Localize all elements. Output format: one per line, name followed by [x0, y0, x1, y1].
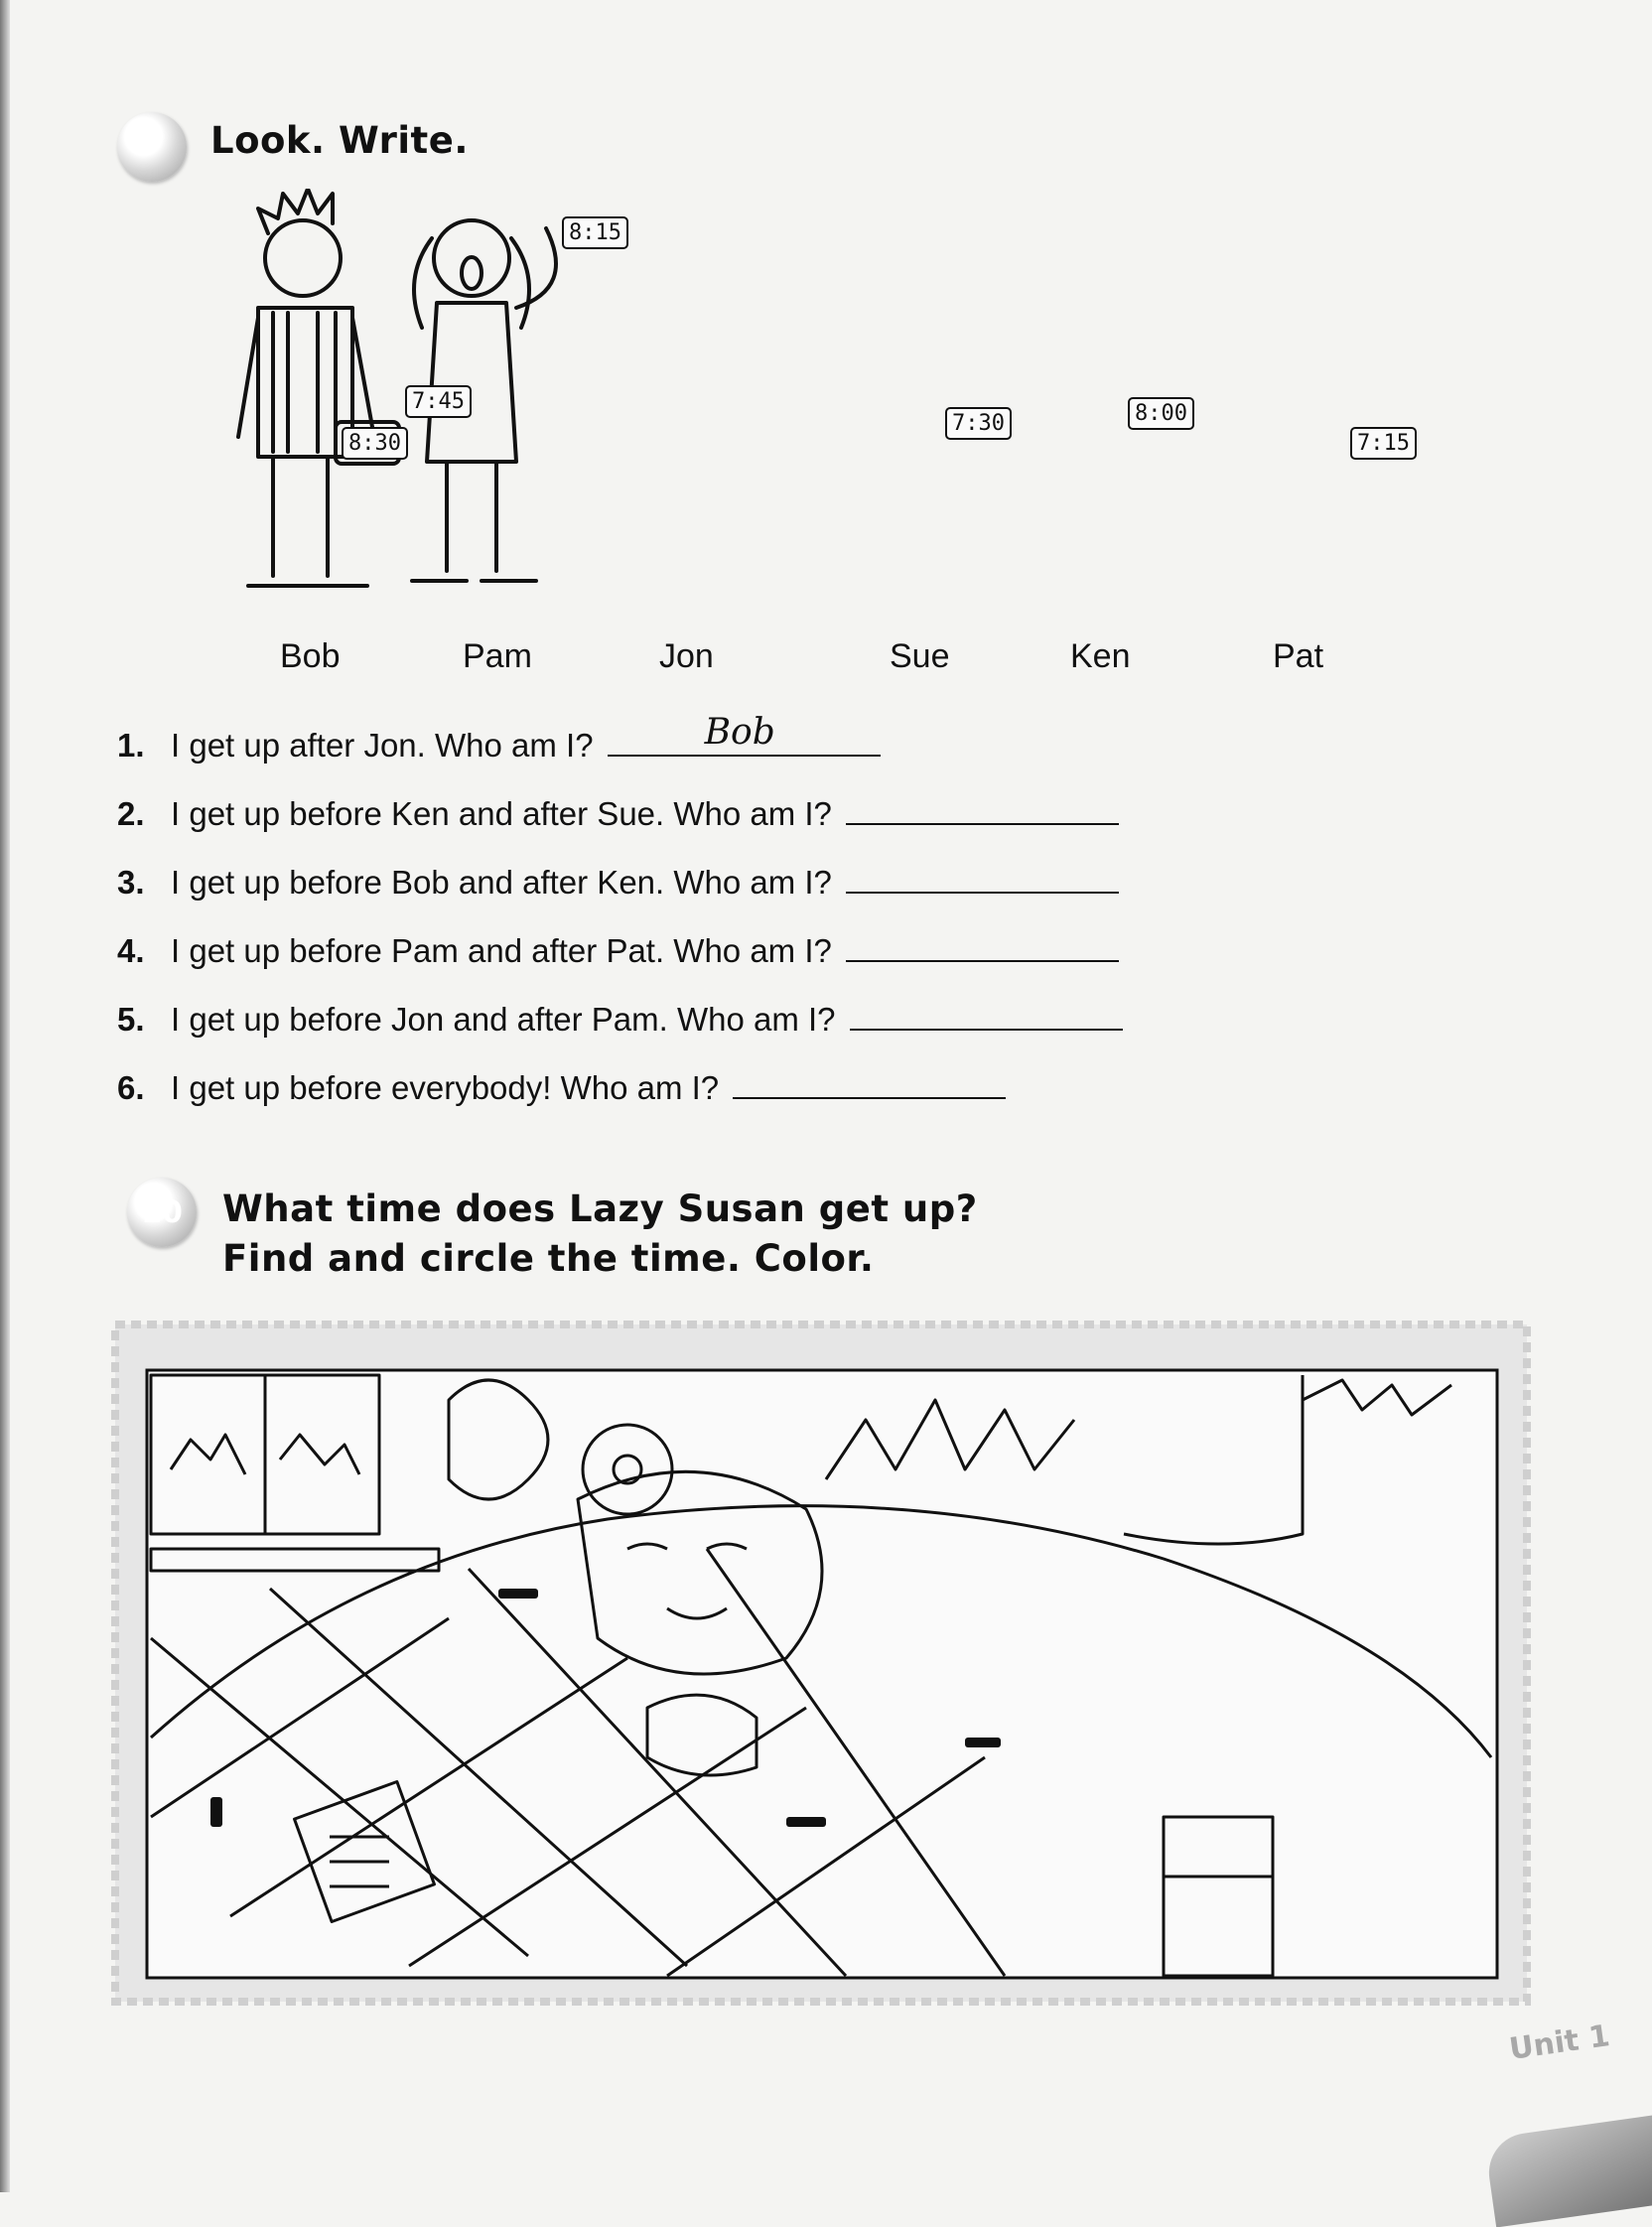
question-text: I get up before Ken and after Sue. Who am I?	[171, 795, 832, 832]
question-item	[117, 860, 1308, 928]
question-text: I get up before Bob and after Ken. Who am I?	[171, 864, 832, 901]
question-text: I get up before everybody! Who am I?	[171, 1069, 720, 1106]
clock-time-bob: 8:30	[342, 427, 408, 460]
clock-time-pam: 7:45	[405, 385, 472, 418]
question-number: 2.	[117, 795, 145, 832]
section-10-instruction-line2: Find and circle the time. Color.	[222, 1237, 875, 1280]
answer-blank[interactable]	[846, 860, 1119, 894]
clock-time-jon: 8:15	[562, 216, 628, 249]
answer-blank[interactable]	[846, 791, 1119, 825]
section-10-number: 10	[141, 1194, 183, 1230]
unit-label: Unit 1	[1507, 2018, 1612, 2067]
character-names-row	[0, 637, 1652, 687]
name-jon: Jon	[659, 637, 714, 675]
section-9-badge	[117, 112, 187, 182]
name-bob: Bob	[280, 637, 341, 675]
question-item	[117, 997, 1308, 1065]
name-pat: Pat	[1273, 637, 1324, 675]
question-number: 3.	[117, 864, 145, 901]
question-text: I get up after Jon. Who am I?	[171, 727, 594, 764]
section-10-badge	[127, 1178, 197, 1247]
name-sue: Sue	[890, 637, 950, 675]
handwritten-answer: Bob	[704, 712, 775, 753]
question-item	[117, 928, 1308, 997]
name-pam: Pam	[463, 637, 532, 675]
page-binding-edge	[0, 0, 10, 2192]
question-text: I get up before Pam and after Pat. Who am I?	[171, 932, 832, 969]
question-number: 6.	[117, 1069, 145, 1106]
section-10-instruction-line1: What time does Lazy Susan get up?	[222, 1187, 978, 1230]
question-number: 4.	[117, 932, 145, 969]
bob-figure	[238, 189, 372, 586]
answer-blank[interactable]	[846, 928, 1119, 962]
answer-blank[interactable]	[733, 1065, 1006, 1099]
clock-time-ken: 8:00	[1128, 397, 1194, 430]
question-item	[117, 712, 1308, 791]
question-list	[117, 712, 1308, 1134]
lazy-susan-coloring-picture[interactable]	[111, 1321, 1531, 2006]
clock-time-sue: 7:30	[945, 407, 1012, 440]
question-number: 5.	[117, 1001, 145, 1038]
name-ken: Ken	[1070, 637, 1131, 675]
question-number: 1.	[117, 727, 145, 764]
question-item	[117, 791, 1308, 860]
unit-tab	[1484, 2112, 1652, 2227]
answer-blank[interactable]	[850, 997, 1123, 1031]
answer-blank[interactable]	[608, 712, 881, 757]
characters-illustration	[218, 189, 1449, 626]
clock-time-pat: 7:15	[1350, 427, 1417, 460]
question-item	[117, 1065, 1308, 1134]
question-text: I get up before Jon and after Pam. Who am I?	[171, 1001, 836, 1038]
section-9-instruction: Look. Write.	[210, 119, 469, 162]
